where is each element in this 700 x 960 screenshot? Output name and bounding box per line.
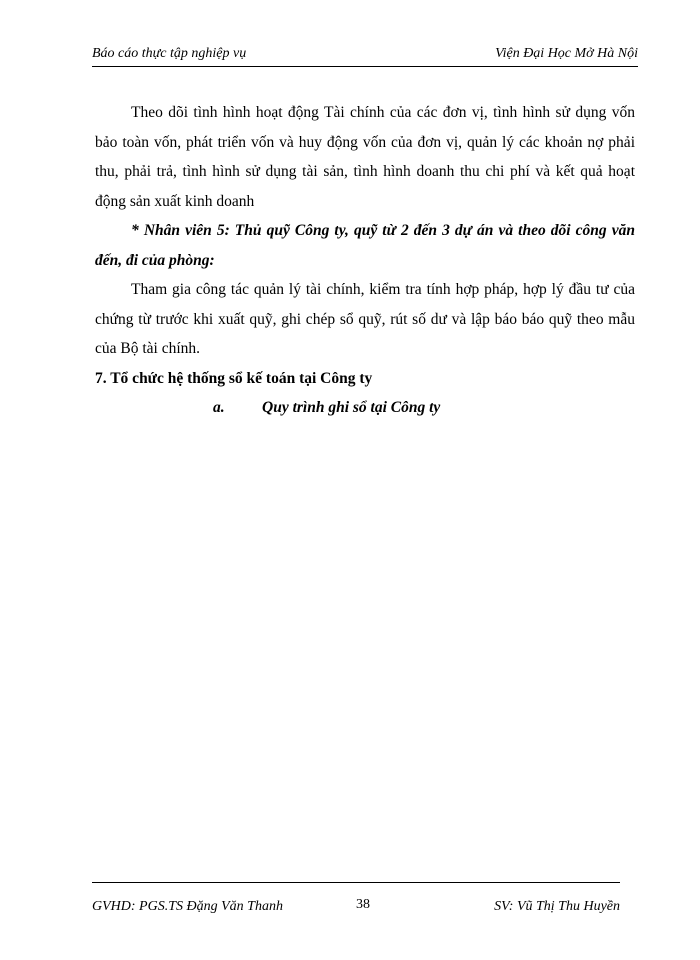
header-report-title: Báo cáo thực tập nghiệp vụ xyxy=(92,46,247,61)
footer-student: SV: Vũ Thị Thu Huyền xyxy=(494,899,620,914)
footer-supervisor: GVHD: PGS.TS Đặng Văn Thanh xyxy=(92,899,283,914)
page-body xyxy=(95,98,635,423)
section-7-heading: 7. Tổ chức hệ thống sổ kế toán tại Công ty xyxy=(95,369,373,387)
subsection-marker: a. xyxy=(213,399,225,416)
subsection-title: Quy trình ghi sổ tại Công ty xyxy=(262,399,441,416)
subsection-a-heading xyxy=(95,393,635,423)
page-footer xyxy=(92,882,620,913)
paragraph-finance-monitoring: Theo dõi tình hình hoạt động Tài chính của các đơn vị, tình hình sử dụng vốn bảo toàn vốn, phát triển vốn và huy động vốn của đơn vị, quản lý các khoản nợ phải thu, phải trả, tình hình sử dụng tài sản, tình hình doanh thu chi phí và kết quả hoạt động sản xuất kinh doanh xyxy=(95,104,635,210)
header-institution: Viện Đại Học Mở Hà Nội xyxy=(495,46,638,61)
staff-5-heading: * Nhân viên 5: Thủ quỹ Công ty, quỹ từ 2 đến 3 dự án và theo dõi công văn đến, đi của phòng: xyxy=(95,222,635,269)
page-number: 38 xyxy=(356,897,370,912)
page-header xyxy=(92,44,638,67)
paragraph-treasurer-duties: Tham gia công tác quản lý tài chính, kiểm tra tính hợp pháp, hợp lý đầu tư của chứng từ trước khi xuất quỹ, ghi chép sổ quỹ, rút số dư và lập báo báo quỹ theo mẫu của Bộ tài chính. xyxy=(95,281,635,357)
